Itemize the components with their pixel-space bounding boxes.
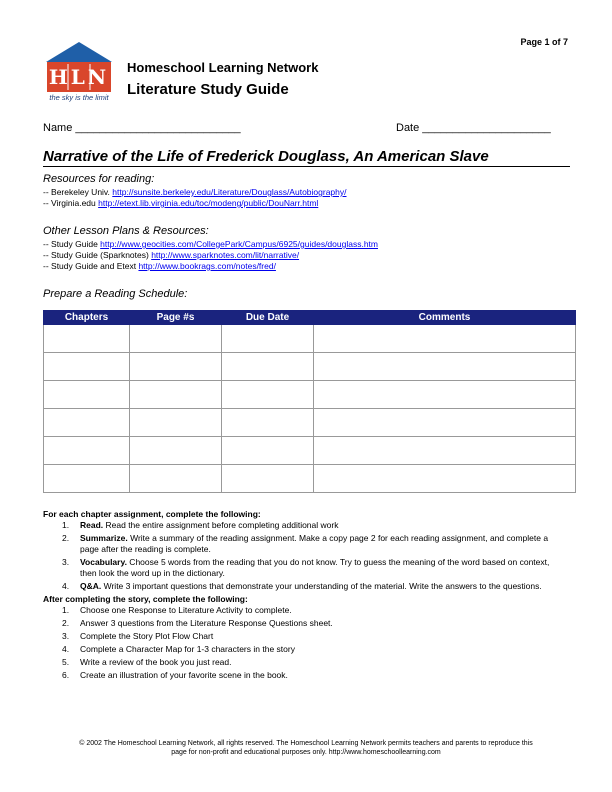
col-comments: Comments (314, 311, 576, 325)
list-item: 3. Vocabulary. Choose 5 words from the reading that you do not know. Try to guess the meaning of the word based on context, then look the word up in the dictionary. (62, 557, 550, 578)
date-field[interactable]: Date _____________________ (396, 122, 551, 134)
other-resource-list (43, 239, 378, 272)
hln-logo (44, 40, 114, 102)
table-cell[interactable] (314, 325, 576, 353)
resource-list (43, 187, 347, 209)
list-item: 6. Create an illustration of your favorite scene in the book. (62, 670, 288, 680)
book-title: Narrative of the Life of Frederick Douglass, An American Slave (43, 148, 489, 165)
resource-link[interactable]: http://www.sparknotes.com/lit/narrative/ (151, 250, 300, 260)
table-row (44, 381, 576, 409)
list-item: 2. Answer 3 questions from the Literature Response Questions sheet. (62, 618, 333, 628)
table-cell[interactable] (222, 437, 314, 465)
table-cell[interactable] (130, 465, 222, 493)
page-number: Page 1 of 7 (520, 37, 568, 47)
list-item: 4. Q&A. Write 3 important questions that demonstrate your understanding of the material. Write the answers to the questions. (62, 581, 542, 591)
resource-item: -- Study Guide (Sparknotes) http://www.sparknotes.com/lit/narrative/ (43, 250, 300, 260)
table-cell[interactable] (314, 353, 576, 381)
schedule-heading: Prepare a Reading Schedule: (43, 288, 188, 300)
other-resources-heading: Other Lesson Plans & Resources: (43, 225, 209, 237)
resource-link[interactable]: http://www.geocities.com/CollegePark/Campus/6925/guides/douglass.htm (100, 239, 378, 249)
table-cell[interactable] (130, 381, 222, 409)
resource-link[interactable]: http://sunsite.berkeley.edu/Literature/Douglass/Autobiography/ (112, 187, 347, 197)
table-cell[interactable] (130, 437, 222, 465)
table-cell[interactable] (44, 437, 130, 465)
table-cell[interactable] (222, 409, 314, 437)
col-chapters: Chapters (44, 311, 130, 325)
list-item: 1. Read. Read the entire assignment before completing additional work (62, 520, 339, 530)
resource-link[interactable]: http://www.bookrags.com/notes/fred/ (138, 261, 276, 271)
table-cell[interactable] (44, 409, 130, 437)
resource-item: -- Study Guide http://www.geocities.com/CollegePark/Campus/6925/guides/douglass.htm (43, 239, 378, 249)
table-cell[interactable] (314, 381, 576, 409)
list-item: 1. Choose one Response to Literature Activity to complete. (62, 605, 292, 615)
table-cell[interactable] (130, 409, 222, 437)
list-item: 4. Complete a Character Map for 1-3 characters in the story (62, 644, 295, 654)
resource-item: -- Berekeley Univ. http://sunsite.berkeley.edu/Literature/Douglass/Autobiography/ (43, 187, 347, 197)
table-row (44, 437, 576, 465)
table-cell[interactable] (130, 325, 222, 353)
logo-letters: HLN (48, 65, 110, 89)
reading-schedule-table (43, 310, 576, 493)
copyright-footer (40, 739, 572, 757)
table-cell[interactable] (44, 325, 130, 353)
table-cell[interactable] (44, 465, 130, 493)
table-row (44, 465, 576, 493)
table-cell[interactable] (222, 353, 314, 381)
table-header-row (44, 311, 576, 325)
footer-line: © 2002 The Homeschool Learning Network, all rights reserved. The Homeschool Learning Network permits teachers and parents to reproduce this (79, 740, 533, 747)
title-divider (43, 166, 570, 167)
name-field[interactable]: Name ___________________________ (43, 122, 241, 134)
table-cell[interactable] (222, 325, 314, 353)
resources-heading: Resources for reading: (43, 173, 155, 185)
table-row (44, 325, 576, 353)
footer-line: page for non-profit and educational purposes only. http://www.homeschoollearning.com (171, 749, 441, 756)
table-cell[interactable] (44, 353, 130, 381)
list-item: 2. Summarize. Write a summary of the reading assignment. Make a copy page 2 for each reading assignment, and complete a page after the reading is complete. (62, 533, 549, 554)
table-row (44, 353, 576, 381)
chapter-instructions-heading: For each chapter assignment, complete the following: (43, 509, 261, 519)
table-cell[interactable] (314, 409, 576, 437)
table-cell[interactable] (130, 353, 222, 381)
guide-subtitle: Literature Study Guide (127, 81, 289, 98)
list-item: 3. Complete the Story Plot Flow Chart (62, 631, 214, 641)
table-row (44, 409, 576, 437)
logo-roof (46, 42, 112, 62)
col-due-date: Due Date (222, 311, 314, 325)
table-cell[interactable] (314, 465, 576, 493)
table-cell[interactable] (222, 381, 314, 409)
logo-tagline: the sky is the limit (49, 93, 109, 102)
list-item: 5. Write a review of the book you just read. (62, 657, 232, 667)
story-instructions-heading: After completing the story, complete the following: (43, 594, 248, 604)
chapter-instructions (43, 509, 568, 683)
resource-item: -- Study Guide and Etext http://www.bookrags.com/notes/fred/ (43, 261, 276, 271)
resource-item: -- Virginia.edu http://etext.lib.virginia.edu/toc/modeng/public/DouNarr.html (43, 198, 319, 208)
table-cell[interactable] (222, 465, 314, 493)
table-cell[interactable] (44, 381, 130, 409)
org-name: Homeschool Learning Network (127, 60, 319, 75)
col-page-numbers: Page #s (130, 311, 222, 325)
resource-link[interactable]: http://etext.lib.virginia.edu/toc/modeng/public/DouNarr.html (98, 198, 319, 208)
table-cell[interactable] (314, 437, 576, 465)
